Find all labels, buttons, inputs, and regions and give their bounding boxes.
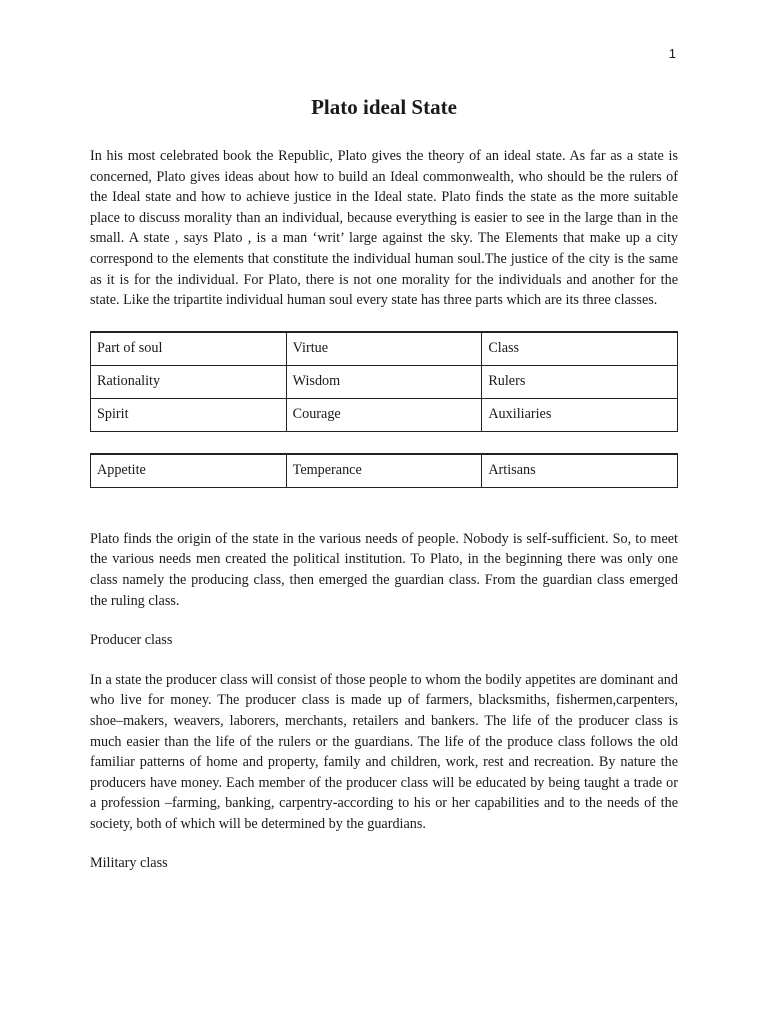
table-cell: Auxiliaries [482,398,678,431]
table-cell: Temperance [286,454,482,488]
appetite-table [90,453,678,488]
table-cell: Appetite [91,454,287,488]
producer-class-paragraph: In a state the producer class will consist of those people to whom the bodily appetites are dominant and who live for money. The producer class is made up of farmers, blacksmiths, fishermen,carpenters, shoe–makers, weavers, laborers, merchants, retailers and bankers. The life of the producer class is much easier than the life of the rulers or the guardians. The life of the produce class follows the old familiar patterns of home and property, family and children, work, rest and recreation. By nature the producers have money. Each member of the producer class will be educated by being taught a trade or a profession –farming, banking, carpentry-according to his or her capabilities and to the needs of the society, both of which will be determined by the guardians. [90,671,678,832]
document-body [90,93,678,874]
table-cell: Artisans [482,454,678,488]
origin-paragraph: Plato finds the origin of the state in the various needs of people. Nobody is self-sufficient. So, to meet the various needs men created the political institution. To Plato, in the beginning there was only one class namely the producing class, then emerged the guardian class. From the guardian class emerged the ruling class. [90,530,678,609]
page-number: 1 [668,46,676,61]
table-header-cell: Part of soul [91,332,287,366]
producer-class-heading: Producer class [90,632,173,649]
table-cell: Courage [286,398,482,431]
table-header-cell: Virtue [286,332,482,366]
table-cell: Rulers [482,365,678,398]
table-row [91,454,678,488]
soul-virtue-class-table [90,331,678,432]
table-cell: Spirit [91,398,287,431]
document-title: Plato ideal State [311,95,457,119]
table-cell: Rationality [91,365,287,398]
table-row [91,365,678,398]
table-header-row [91,332,678,366]
table-cell: Wisdom [286,365,482,398]
intro-paragraph: In his most celebrated book the Republic, Plato gives the theory of an ideal state. As far as a state is concerned, Plato gives ideas about how to build an Ideal commonwealth, who should be the rulers of the Ideal state and how to achieve justice in the Ideal state. Plato finds the state as the more suitable place to discuss morality than an individual, because everything is easier to see in the large than in the small. A state , says Plato , is a man ‘writ’ large against the sky. The Elements that make up a city correspond to the elements that constitute the individual human soul.The justice of the city is the same as it is for the individual. For Plato, there is not one morality for the individuals and another for the state. Like the tripartite individual human soul every state has three parts which are its three classes. [90,148,678,309]
table-header-cell: Class [482,332,678,366]
table-row [91,398,678,431]
military-class-heading: Military class [90,855,168,872]
